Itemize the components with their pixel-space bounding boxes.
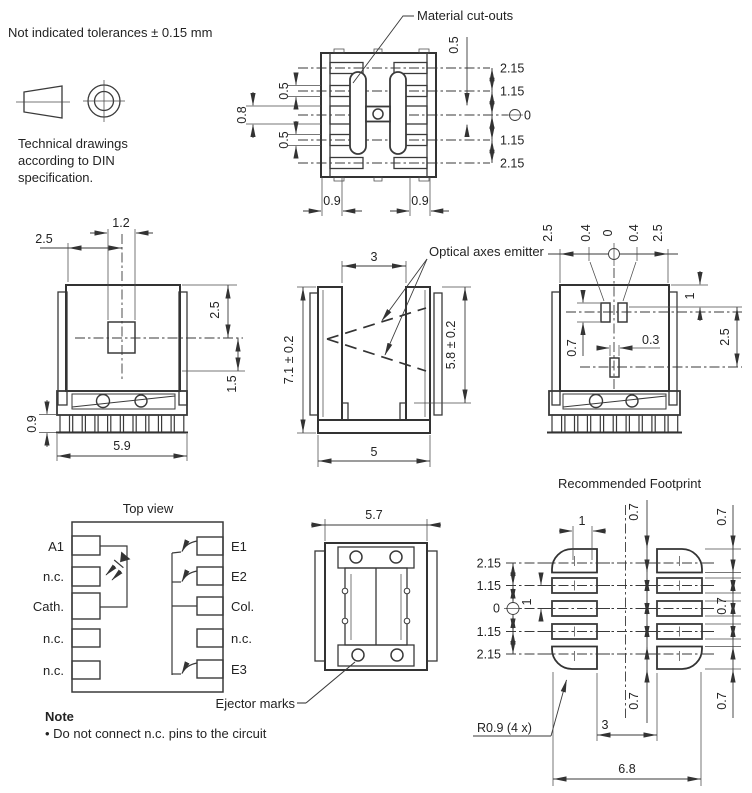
pinout-title: Top view [122, 501, 174, 516]
pin-label-nc: n.c. [43, 631, 64, 646]
dim-label: 0.5 [447, 36, 461, 54]
dim-label: 6.8 [618, 762, 636, 776]
dim-label: 0.7 [627, 503, 641, 521]
dim-label: 0.7 [715, 692, 729, 710]
dim-label: 5.9 [113, 439, 131, 453]
pinout-diagram [33, 501, 254, 692]
material-cutouts-callout: Material cut-outs [417, 8, 514, 23]
dim-label: 0 [493, 601, 500, 616]
dim-label: 1 [520, 598, 534, 606]
dim-label: 0.7 [565, 339, 579, 357]
pin-label-e2: E2 [231, 569, 247, 584]
dim-label: 0.3 [642, 333, 660, 347]
dim-label: 0.8 [235, 106, 249, 124]
dim-label: 1.15 [476, 579, 501, 593]
front-view-drawing [25, 216, 245, 461]
pin-label-e1: E1 [231, 539, 247, 554]
dim-label: 2.5 [541, 224, 555, 242]
optical-axes-callout: Optical axes emitter [429, 244, 544, 259]
dim-label: 0.4 [627, 224, 641, 242]
footprint-title: Recommended Footprint [558, 476, 702, 491]
din-note-line1: Technical drawings [18, 136, 128, 151]
din-note-line2: according to DIN [18, 153, 115, 168]
dim-label: 2.5 [208, 301, 222, 319]
dim-label: 3 [370, 250, 378, 264]
dim-label: 2.15 [500, 61, 525, 76]
dim-label: 7.1 ± 0.2 [282, 335, 296, 385]
radius-callout: R0.9 (4 x) [477, 721, 532, 735]
dim-label: 0.5 [277, 82, 291, 100]
dim-label: 3 [601, 718, 609, 732]
dim-label: 1 [578, 514, 586, 528]
led-symbol [114, 552, 130, 568]
note-title: Note [45, 709, 74, 724]
dim-label: 0.4 [579, 224, 593, 242]
footprint-drawing [473, 476, 741, 786]
pin-label-e3: E3 [231, 662, 247, 677]
note-bullet: • Do not connect n.c. pins to the circuit [45, 726, 267, 741]
dim-label: 1.5 [225, 375, 239, 393]
dim-label: 0.7 [715, 508, 729, 526]
ejector-marks-callout: Ejector marks [215, 696, 295, 711]
dim-label: 2.15 [476, 647, 501, 662]
pin-label-cath: Cath. [32, 599, 64, 614]
dim-label: 1.15 [476, 625, 501, 639]
dim-label: 5.7 [365, 508, 383, 522]
dim-label: 0.5 [277, 131, 291, 149]
tolerance-note-text: Not indicated tolerances ± 0.15 mm [8, 25, 213, 40]
dim-label: 2.5 [718, 328, 732, 346]
projection-symbol-circle [83, 80, 125, 122]
pin-label-col: Col. [231, 599, 255, 614]
dim-label: 1.2 [112, 216, 130, 230]
dim-label: 0 [524, 108, 531, 123]
pin-label-nc: n.c. [43, 663, 64, 678]
din-note-line3: specification. [18, 170, 94, 185]
package-cutout-drawing [235, 8, 531, 216]
dim-label: 2.15 [476, 556, 501, 571]
dim-label: 0.9 [323, 194, 341, 208]
dim-label: 0.9 [411, 194, 429, 208]
dim-label: 0.7 [627, 692, 641, 710]
tolerance-note [8, 25, 212, 40]
projection-symbol-cone [16, 86, 70, 118]
pin-label-a1: A1 [48, 539, 64, 554]
dim-label: 2.5 [651, 224, 665, 242]
din-note [18, 136, 128, 185]
dim-label: 0.7 [715, 597, 729, 615]
pin-label-nc: n.c. [231, 631, 252, 646]
dim-label: 2.15 [500, 156, 525, 171]
dim-label: 5.8 ± 0.2 [444, 320, 458, 370]
dim-label: 2.5 [35, 232, 53, 246]
dim-label: 1.15 [500, 133, 525, 148]
rear-view-drawing [541, 224, 742, 432]
dim-label: 0 [601, 229, 615, 237]
note-block [45, 709, 267, 741]
side-view-drawing [282, 244, 545, 467]
dim-label: 5 [370, 445, 378, 459]
dim-label: 1 [683, 292, 697, 300]
pin-label-nc: n.c. [43, 569, 64, 584]
dim-label: 1.15 [500, 84, 525, 99]
dim-label: 0.9 [25, 415, 39, 433]
